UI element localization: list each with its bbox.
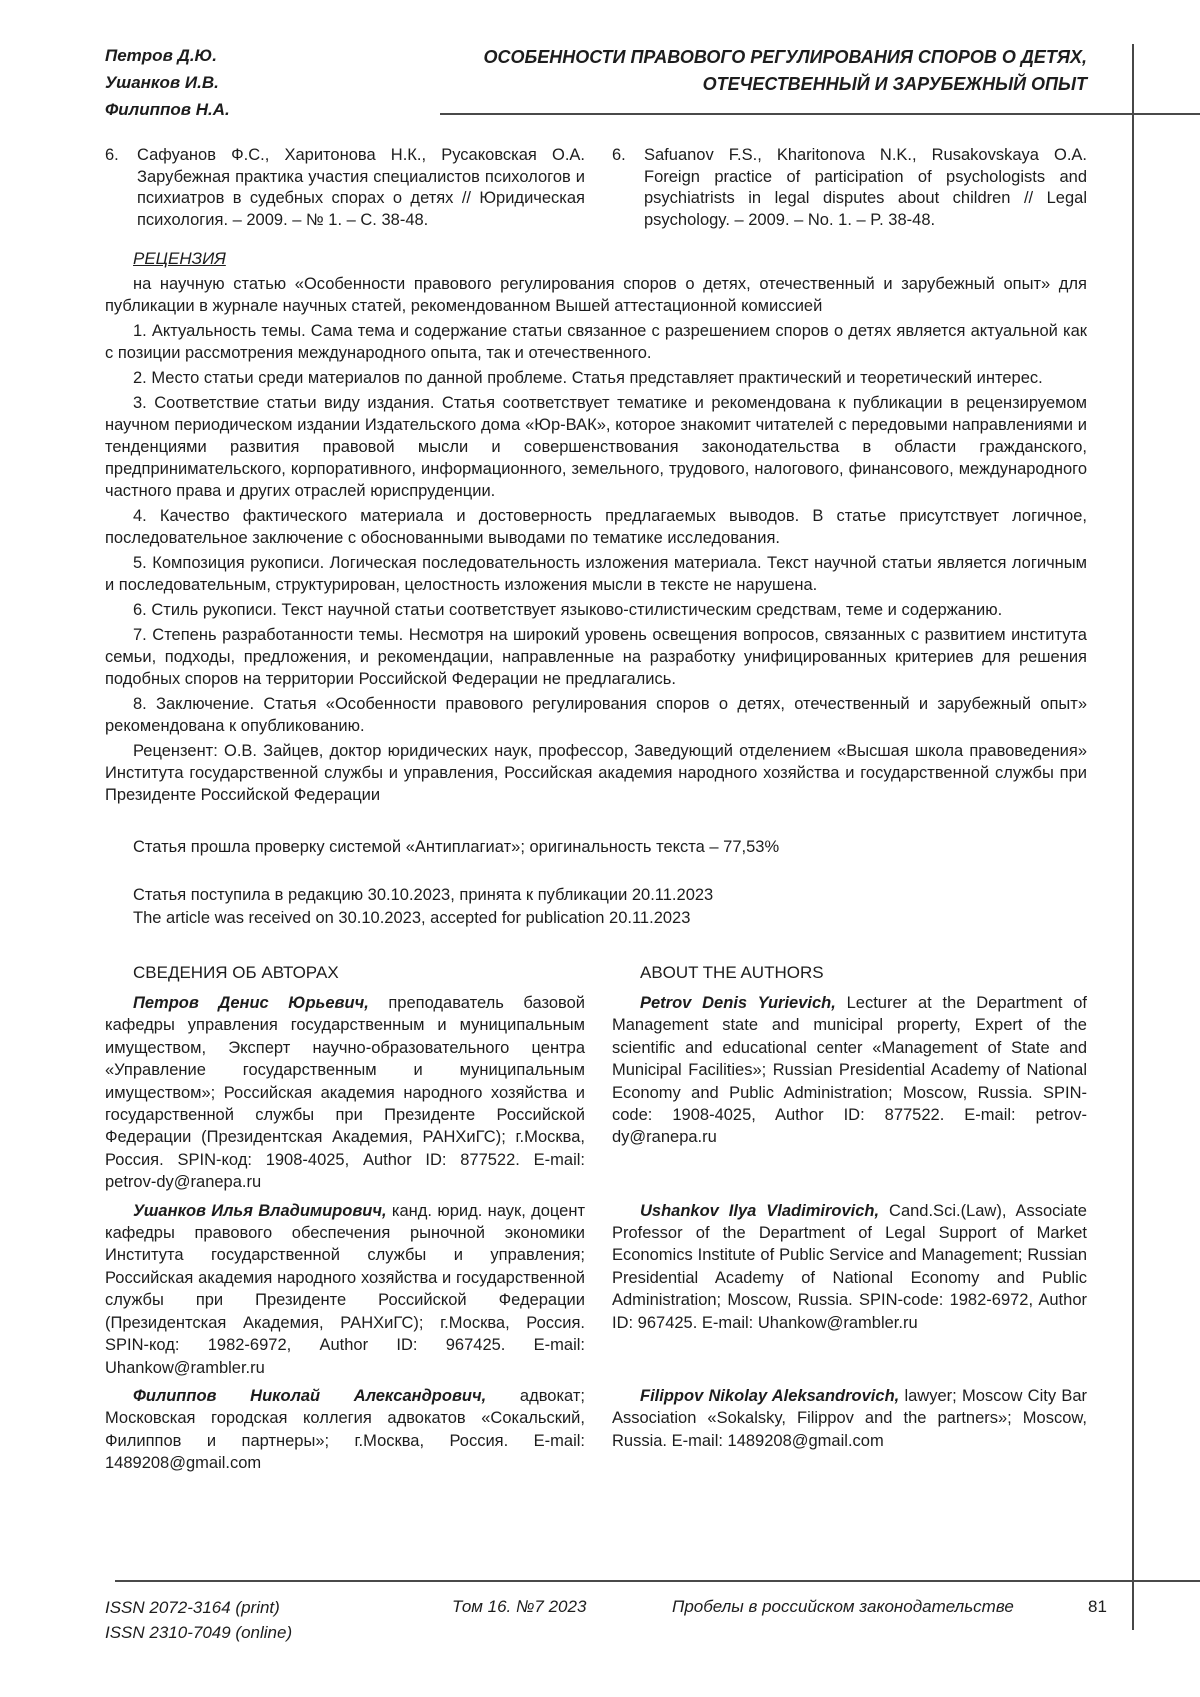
- author-entry-petrov: [105, 992, 1087, 1194]
- issn-print: ISSN 2072-3164 (print): [105, 1598, 280, 1617]
- right-vertical-rule: [1132, 44, 1134, 1630]
- review-section: [105, 248, 1087, 806]
- article-title: [230, 42, 1087, 98]
- footer-horizontal-rule: [115, 1580, 1200, 1582]
- review-paragraph: 3. Соответствие статьи виду издания. Статья соответствует тематике и рекомендована к публикации в рецензируемом научном периодическом издании Издательского дома «Юр-ВАК», которое знакомит читателей с передовыми направлениями и тенденциями развития правовой мысли и совершенствования законодательства в области гражданского, предпринимательского, корпоративного, информационного, земельного, трудового, налогового, финансового, международного частного права и других отраслей юриспруденции.: [105, 394, 1087, 500]
- reference-item-en: [612, 145, 1087, 231]
- author-bio-text: преподаватель базовой кафедры управления государственным и муниципальным имуществом, Эксперт научно-образовательного центра «Управление государственным и муниципальным имуществом»; Российская академия народного хозяйства и государственной службы при Президенте Российской Федерации (Президентская Академия, РАНХиГС); г.Москва, Россия. SPIN-код: 1908-4025, Author ID: 877522. E-mail: petrov-dy@ranepa.ru: [105, 994, 585, 1192]
- footer-journal-name: Пробелы в российском законодательстве: [672, 1597, 1014, 1616]
- author-name: Petrov Denis Yurievich,: [640, 994, 836, 1012]
- review-paragraph: 1. Актуальность темы. Сама тема и содержание статьи связанное с разрешением споров о детях является актуальной как с позиции рассмотрения международного опыта, так и отечественного.: [105, 322, 1087, 362]
- header-author: Петров Д.Ю.: [105, 46, 217, 65]
- references-row: [105, 145, 1087, 231]
- review-paragraph: 8. Заключение. Статья «Особенности правового регулирования споров о детях, отечественный и зарубежный опыт» рекомендована к опубликованию.: [105, 695, 1087, 735]
- author-entry-filippov: [105, 1385, 1087, 1475]
- authors-section: [105, 962, 1087, 1475]
- page-header: [105, 42, 1087, 123]
- author-name: Филиппов Николай Александрович,: [133, 1386, 487, 1405]
- review-paragraph: на научную статью «Особенности правового регулирования споров о детях, отечественный и зарубежный опыт» для публикации в журнале научных статей, рекомендованном Вышей аттестационной комиссией: [105, 275, 1087, 315]
- review-paragraph: 7. Степень разработанности темы. Несмотря на широкий уровень освещения вопросов, связанных с развитием института семьи, подходы, предложения, и рекомендации, направленные на разработку унифицированных критериев для решения подобных споров на территории Российской Федерации не предлагались.: [105, 626, 1087, 688]
- footer-volume: Том 16. №7 2023: [452, 1597, 587, 1616]
- authors-headings-row: [105, 962, 1087, 986]
- author-bio-en: [612, 992, 1087, 1149]
- author-entry-ushankov: [105, 1200, 1087, 1379]
- authors-heading-en: ABOUT THE AUTHORS: [640, 963, 824, 982]
- author-bio-ru: [105, 992, 585, 1194]
- author-bio-text: Lecturer at the Department of Management state and municipal property, Expert of the scientific and educational center «Management of State and Municipal Facilities»; Russian Presidential Academy of National Economy and Public Administration; Moscow, Russia. SPIN-code: 1908-4025, Author ID: 877522. E-mail: petrov-dy@ranepa.ru: [612, 994, 1087, 1147]
- received-date-ru: Статья поступила в редакцию 30.10.2023, принята к публикации 20.11.2023: [133, 886, 714, 904]
- header-author: Ушанков И.В.: [105, 73, 219, 92]
- author-name: Filippov Nikolay Aleksandrovich,: [640, 1386, 900, 1405]
- author-name: Ушанков Илья Владимирович,: [133, 1201, 387, 1220]
- author-bio-ru: [105, 1385, 585, 1475]
- reference-item-ru: [105, 145, 585, 231]
- authors-heading-ru: СВЕДЕНИЯ ОБ АВТОРАХ: [133, 963, 339, 982]
- page-content: [105, 42, 1087, 1481]
- reference-text: Safuanov F.S., Kharitonova N.K., Rusakovskaya O.A. Foreign practice of participation of psychologists and psychiatrists in legal disputes about children // Legal psychology. – 2009. – No. 1. – P. 38-48.: [644, 146, 1087, 229]
- article-title-line: ОСОБЕННОСТИ ПРАВОВОГО РЕГУЛИРОВАНИЯ СПОРОВ О ДЕТЯХ,: [483, 47, 1087, 67]
- review-paragraph: 4. Качество фактического материала и достоверность предлагаемых выводов. В статье присутствует логичное, последовательное заключение с обоснованными выводами по тематике исследования.: [105, 507, 1087, 547]
- review-paragraph: 6. Стиль рукописи. Текст научной статьи соответствует языково-стилистическим средствам, теме и содержанию.: [133, 601, 1003, 619]
- issn-online: ISSN 2310-7049 (online): [105, 1623, 293, 1642]
- antiplagiat-note: Статья прошла проверку системой «Антиплагиат»; оригинальность текста – 77,53%: [133, 838, 780, 856]
- footer-issn: [105, 1595, 292, 1645]
- review-paragraph: 2. Место статьи среди материалов по данной проблеме. Статья представляет практический и теоретический интерес.: [133, 369, 1043, 387]
- author-name: Петров Денис Юрьевич,: [133, 994, 369, 1012]
- author-bio-text: адвокат; Московская городская коллегия адвокатов «Сокальский, Филиппов и партнеры»; г.Москва, Россия. E-mail: 1489208@gmail.com: [105, 1386, 585, 1473]
- author-bio-ru: [105, 1200, 585, 1379]
- author-bio-text: lawyer; Moscow City Bar Association «Sokalsky, Filippov and the partners»; Moscow, Russia. E-mail: 1489208@gmail.com: [612, 1386, 1087, 1450]
- review-paragraph: 5. Композиция рукописи. Логическая последовательность изложения материала. Текст научной статьи является логичным и последовательным, структурирован, целостность изложения мысли в тексте не нарушена.: [105, 554, 1087, 594]
- reference-number: 6.: [105, 146, 119, 164]
- article-title-line: ОТЕЧЕСТВЕННЫЙ И ЗАРУБЕЖНЫЙ ОПЫТ: [702, 74, 1087, 94]
- review-paragraph: Рецензент: О.В. Зайцев, доктор юридических наук, профессор, Заведующий отделением «Высшая школа правоведения» Института государственной службы и управления, Российская академия народного хозяйства и государственной службы при Президенте Российской Федерации: [105, 742, 1087, 804]
- reference-text: Сафуанов Ф.С., Харитонова Н.К., Русаковская О.А. Зарубежная практика участия специалистов психологов и психиатров в судебных спорах о детях // Юридическая психология. – 2009. – № 1. – С. 38-48.: [137, 146, 585, 229]
- author-bio-text: Cand.Sci.(Law), Associate Professor of the Department of Legal Support of Market Economics Institute of Public Service and Management; Russian Presidential Academy of National Economy and Public Administration; Moscow, Russia. SPIN-code: 1982-6972, Author ID: 967425. E-mail: Uhankow@rambler.ru: [612, 1201, 1087, 1332]
- header-authors: [105, 42, 230, 123]
- review-heading: РЕЦЕНЗИЯ: [133, 249, 226, 268]
- footer-page-number: 81: [1088, 1597, 1107, 1616]
- received-date-en: The article was received on 30.10.2023, accepted for publication 20.11.2023: [133, 909, 691, 927]
- author-bio-en: [612, 1385, 1087, 1452]
- author-bio-en: [612, 1200, 1087, 1334]
- author-name: Ushankov Ilya Vladimirovich,: [640, 1201, 880, 1220]
- author-bio-text: канд. юрид. наук, доцент кафедры правового обеспечения рыночной экономики Института государственной службы и управления; Российская академия народного хозяйства и государственной службы при Президенте Российской Федерации (Президентская Академия, РАНХиГС); г.Москва, Россия. SPIN-код: 1982-6972, Author ID: 967425. E-mail: Uhankow@rambler.ru: [105, 1201, 586, 1377]
- reference-number: 6.: [612, 146, 626, 164]
- header-author: Филиппов Н.А.: [105, 100, 230, 119]
- submission-dates: [105, 884, 1087, 930]
